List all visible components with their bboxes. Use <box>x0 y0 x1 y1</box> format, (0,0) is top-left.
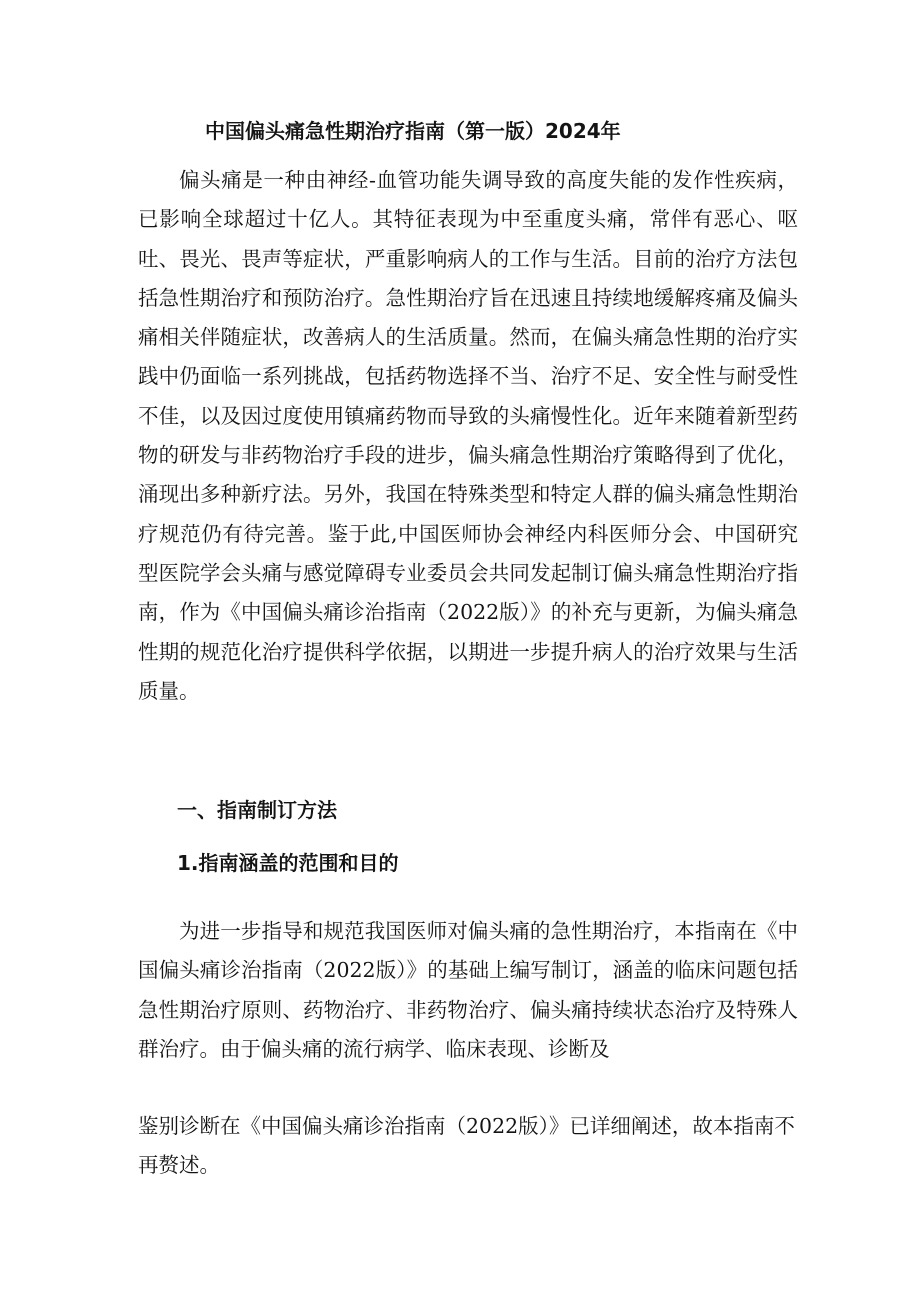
intro-paragraph: 偏头痛是一种由神经-血管功能失调导致的高度失能的发作性疾病，已影响全球超过十亿人。其特征表现为中至重度头痛，常伴有恶心、呕吐、畏光、畏声等症状，严重影响病人的工作与生活。目前的治疗方法包括急性期治疗和预防治疗。急性期治疗旨在迅速且持续地缓解疼痛及偏头痛相关伴随症状，改善病人的生活质量。然而，在偏头痛急性期的治疗实践中仍面临一系列挑战，包括药物选择不当、治疗不足、安全性与耐受性不佳，以及因过度使用镇痛药物而导致的头痛慢性化。近年来随着新型药物的研发与非药物治疗手段的进步，偏头痛急性期治疗策略得到了优化，涌现出多种新疗法。另外，我国在特殊类型和特定人群的偏头痛急性期治疗规范仍有待完善。鉴于此,中国医师协会神经内科医师分会、中国研究型医院学会头痛与感觉障碍专业委员会共同发起制订偏头痛急性期治疗指南，作为《中国偏头痛诊治指南（2022版）》的补充与更新，为偏头痛急性期的规范化治疗提供科学依据，以期进一步提升病人的治疗效果与生活质量。 <box>138 168 798 703</box>
scope-paragraph-continuation: 鉴别诊断在《中国偏头痛诊治指南（2022版）》已详细阐述，故本指南不 <box>138 1114 795 1138</box>
subsection-heading: 1.指南涵盖的范围和目的 <box>177 851 399 875</box>
scope-paragraph: 为进一步指导和规范我国医师对偏头痛的急性期治疗，本指南在《中国偏头痛诊治指南（2022版）》的基础上编写制订，涵盖的临床问题包括急性期治疗原则、药物治疗、非药物治疗、偏头痛持续状态治疗及特殊人群治疗。由于偏头痛的流行病学、临床表现、诊断及 <box>138 919 798 1061</box>
section-heading: 一、指南制订方法 <box>177 798 337 822</box>
scope-paragraph-end: 再赘述。 <box>138 1153 220 1177</box>
document-title: 中国偏头痛急性期治疗指南（第一版）2024年 <box>205 119 621 143</box>
